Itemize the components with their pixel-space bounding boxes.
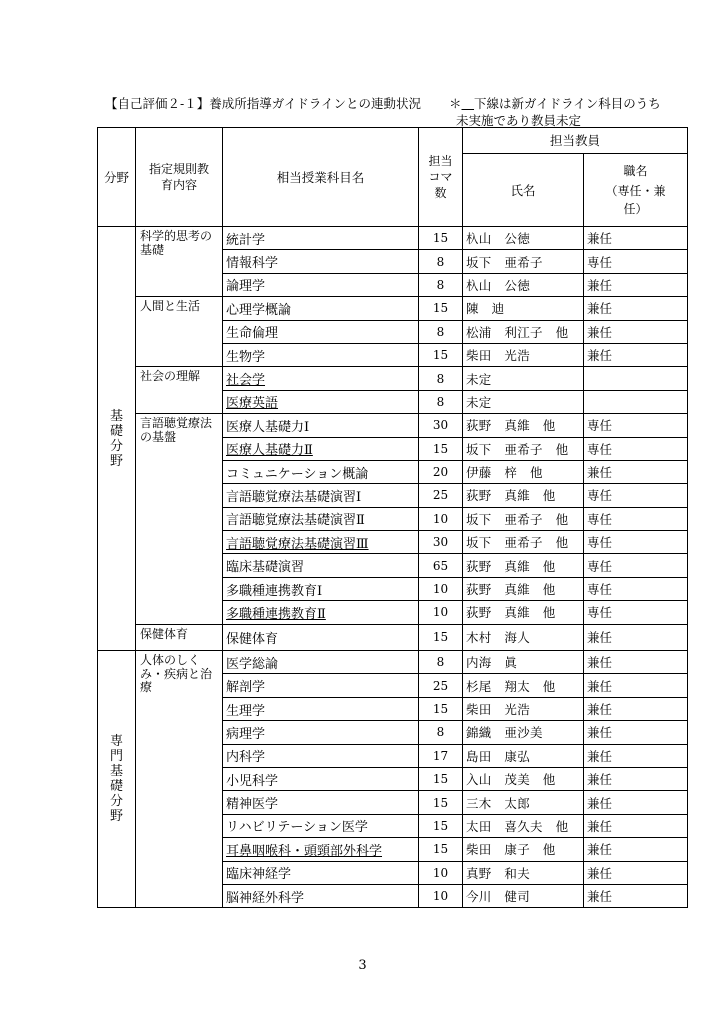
subject-name: 生命倫理: [226, 326, 279, 342]
subject-name: 医療英語: [226, 396, 279, 412]
teacher-cell: 三木 太郎: [463, 791, 584, 814]
teacher-cell: 荻野 真維 他: [463, 554, 584, 577]
koma-cell: 25: [419, 674, 463, 697]
header-rank-line1: 職名: [623, 163, 648, 178]
subject-cell: [223, 273, 419, 296]
rank-cell: 専任: [584, 601, 688, 624]
subject-name: 脳神経外科学: [226, 890, 305, 906]
subject-name: 多職種連携教育Ⅰ: [226, 583, 323, 599]
subject-name: 医療人基礎力Ⅱ: [226, 443, 313, 459]
koma-cell: 8: [419, 390, 463, 413]
rank-cell: 兼任: [584, 721, 688, 744]
koma-cell: 20: [419, 460, 463, 483]
subject-cell: [223, 414, 419, 437]
teacher-cell: 伊藤 梓 他: [463, 460, 584, 483]
rank-cell: 兼任: [584, 838, 688, 861]
subject-cell: [223, 744, 419, 767]
rank-cell: [584, 390, 688, 413]
heading-title: 【自己評価２-１】養成所指導ガイドラインとの連動状況: [105, 96, 421, 111]
rank-cell: 兼任: [584, 297, 688, 320]
group-cell: 科学的思考の基礎: [136, 227, 223, 297]
rank-cell: [584, 367, 688, 390]
subject-cell: [223, 791, 419, 814]
teacher-cell: 未定: [463, 390, 584, 413]
teacher-cell: 坂下 亜希子 他: [463, 437, 584, 460]
field-cell: [98, 651, 136, 908]
koma-cell: 10: [419, 577, 463, 600]
teacher-cell: 坂下 亜希子: [463, 250, 584, 273]
teacher-cell: 松浦 利江子 他: [463, 320, 584, 343]
teacher-cell: 杉尾 翔太 他: [463, 674, 584, 697]
subject-cell: [223, 484, 419, 507]
subject-name: 医療人基礎力Ⅰ: [226, 419, 310, 435]
rank-cell: 専任: [584, 437, 688, 460]
table-body: [98, 227, 688, 908]
rank-cell: 兼任: [584, 861, 688, 884]
teacher-cell: 陳 迪: [463, 297, 584, 320]
subject-name: 統計学: [226, 232, 266, 248]
koma-cell: 15: [419, 814, 463, 837]
header-field: 分野: [98, 128, 136, 227]
subject-name: 内科学: [226, 750, 266, 766]
rank-cell: 兼任: [584, 791, 688, 814]
teacher-cell: 未定: [463, 367, 584, 390]
teacher-cell: 錦織 亜沙美: [463, 721, 584, 744]
subject-name: 心理学概論: [226, 302, 292, 318]
koma-cell: 25: [419, 484, 463, 507]
subject-name: 精神医学: [226, 797, 279, 813]
page-number: 3: [358, 958, 367, 973]
koma-cell: 15: [419, 791, 463, 814]
subject-name: リハビリテーション医学: [226, 820, 368, 836]
group-cell: 人間と生活: [136, 297, 223, 367]
teacher-cell: 今川 健司: [463, 884, 584, 907]
teacher-cell: 真野 和夫: [463, 861, 584, 884]
heading-note-line2: 未実施であり教員未定: [456, 113, 582, 128]
rank-cell: 兼任: [584, 884, 688, 907]
teacher-cell: 入山 茂美 他: [463, 767, 584, 790]
subject-name: 耳鼻咽喉科・頭頸部外科学: [226, 843, 383, 859]
subject-name: 情報科学: [226, 256, 279, 272]
table-row: [98, 297, 688, 320]
teacher-cell: 荻野 真維 他: [463, 601, 584, 624]
koma-cell: 15: [419, 227, 463, 250]
table-row: [98, 367, 688, 390]
koma-cell: 10: [419, 884, 463, 907]
rank-cell: 兼任: [584, 460, 688, 483]
subject-name: 保健体育: [226, 631, 279, 647]
teacher-cell: 太田 喜久夫 他: [463, 814, 584, 837]
rank-cell: 専任: [584, 484, 688, 507]
header-rank: [584, 153, 688, 227]
subject-cell: [223, 721, 419, 744]
koma-cell: 8: [419, 651, 463, 674]
group-cell: 人体のしくみ・疾病と治療: [136, 651, 223, 908]
koma-cell: 15: [419, 297, 463, 320]
subject-cell: [223, 601, 419, 624]
rank-cell: 専任: [584, 250, 688, 273]
koma-cell: 15: [419, 697, 463, 720]
header-koma: 担当コマ数: [419, 128, 463, 227]
koma-cell: 15: [419, 343, 463, 366]
teacher-cell: 荻野 真維 他: [463, 577, 584, 600]
subject-cell: [223, 624, 419, 650]
subject-cell: [223, 367, 419, 390]
subject-cell: [223, 531, 419, 554]
koma-cell: 17: [419, 744, 463, 767]
subject-cell: [223, 861, 419, 884]
teacher-cell: 荻野 真維 他: [463, 484, 584, 507]
subject-cell: [223, 390, 419, 413]
header-group: 指定規則教育内容: [136, 128, 223, 227]
koma-cell: 30: [419, 414, 463, 437]
teacher-cell: 柴田 光浩: [463, 697, 584, 720]
koma-cell: 15: [419, 624, 463, 650]
note-prefix: ＊: [449, 96, 462, 111]
subject-name: 言語聴覚療法基礎演習Ⅰ: [226, 489, 362, 505]
subject-cell: [223, 697, 419, 720]
rank-cell: 専任: [584, 531, 688, 554]
subject-cell: [223, 343, 419, 366]
teacher-cell: 柴田 康子 他: [463, 838, 584, 861]
field-cell: [98, 227, 136, 651]
heading-note-line1: [449, 95, 661, 113]
field-label: 基礎分野: [109, 408, 123, 469]
subject-name: コミュニケーション概論: [226, 466, 369, 482]
subject-cell: [223, 554, 419, 577]
subject-cell: [223, 507, 419, 530]
koma-cell: 15: [419, 838, 463, 861]
koma-cell: 10: [419, 507, 463, 530]
subject-cell: [223, 460, 419, 483]
rank-cell: 専任: [584, 414, 688, 437]
subject-name: 臨床神経学: [226, 867, 292, 883]
subject-cell: [223, 674, 419, 697]
subject-cell: [223, 884, 419, 907]
rank-cell: 兼任: [584, 651, 688, 674]
koma-cell: 8: [419, 721, 463, 744]
rank-cell: 兼任: [584, 273, 688, 296]
field-label: 専門基礎分野: [109, 734, 123, 825]
group-cell: 社会の理解: [136, 367, 223, 414]
teacher-cell: 杁山 公徳: [463, 227, 584, 250]
rank-cell: 兼任: [584, 227, 688, 250]
rank-cell: 専任: [584, 554, 688, 577]
koma-cell: 15: [419, 437, 463, 460]
koma-cell: 30: [419, 531, 463, 554]
koma-cell: 65: [419, 554, 463, 577]
rank-cell: 兼任: [584, 697, 688, 720]
rank-cell: 兼任: [584, 624, 688, 650]
subject-name: 社会学: [226, 373, 266, 389]
header-teacher-group: 担当教員: [463, 128, 688, 154]
teacher-cell: 杁山 公徳: [463, 273, 584, 296]
koma-cell: 10: [419, 861, 463, 884]
subject-cell: [223, 651, 419, 674]
rank-cell: 兼任: [584, 744, 688, 767]
subject-cell: [223, 227, 419, 250]
group-cell: 保健体育: [136, 624, 223, 650]
teacher-cell: 島田 康弘: [463, 744, 584, 767]
subject-name: 解剖学: [226, 680, 266, 696]
note-underline-sample: ＿: [461, 96, 475, 111]
header-subject: 相当授業科目名: [223, 128, 419, 227]
subject-cell: [223, 437, 419, 460]
rank-cell: 専任: [584, 577, 688, 600]
subject-name: 小児科学: [226, 773, 279, 789]
header-name: 氏名: [463, 153, 584, 227]
rank-cell: 兼任: [584, 343, 688, 366]
teacher-cell: 坂下 亜希子 他: [463, 531, 584, 554]
subject-cell: [223, 838, 419, 861]
koma-cell: 8: [419, 273, 463, 296]
koma-cell: 8: [419, 367, 463, 390]
teacher-cell: 柴田 光浩: [463, 343, 584, 366]
note-text: 下線は新ガイドライン科目のうち: [474, 96, 661, 111]
teacher-cell: 内海 眞: [463, 651, 584, 674]
teacher-cell: 木村 海人: [463, 624, 584, 650]
subject-name: 生物学: [226, 349, 266, 365]
subject-name: 論理学: [226, 279, 266, 295]
header-rank-line2: （専任・兼任）: [605, 183, 666, 216]
koma-cell: 15: [419, 767, 463, 790]
subject-cell: [223, 297, 419, 320]
rank-cell: 兼任: [584, 767, 688, 790]
subject-name: 多職種連携教育Ⅱ: [226, 606, 326, 622]
subject-name: 言語聴覚療法基礎演習Ⅲ: [226, 536, 369, 552]
koma-cell: 10: [419, 601, 463, 624]
table-row: [98, 414, 688, 437]
koma-cell: 8: [419, 250, 463, 273]
subject-name: 病理学: [226, 726, 266, 742]
table-row: [98, 227, 688, 250]
koma-cell: 8: [419, 320, 463, 343]
curriculum-table: [97, 127, 688, 908]
teacher-cell: 坂下 亜希子 他: [463, 507, 584, 530]
teacher-cell: 荻野 真維 他: [463, 414, 584, 437]
subject-name: 言語聴覚療法基礎演習Ⅱ: [226, 513, 365, 529]
subject-name: 生理学: [226, 703, 266, 719]
table-row: [98, 624, 688, 650]
subject-cell: [223, 814, 419, 837]
subject-cell: [223, 577, 419, 600]
subject-cell: [223, 767, 419, 790]
subject-name: 臨床基礎演習: [226, 560, 305, 576]
rank-cell: 兼任: [584, 674, 688, 697]
subject-name: 医学総論: [226, 656, 279, 672]
rank-cell: 兼任: [584, 320, 688, 343]
subject-cell: [223, 250, 419, 273]
table-row: [98, 651, 688, 674]
rank-cell: 兼任: [584, 814, 688, 837]
group-cell: 言語聴覚療法の基盤: [136, 414, 223, 625]
rank-cell: 専任: [584, 507, 688, 530]
subject-cell: [223, 320, 419, 343]
